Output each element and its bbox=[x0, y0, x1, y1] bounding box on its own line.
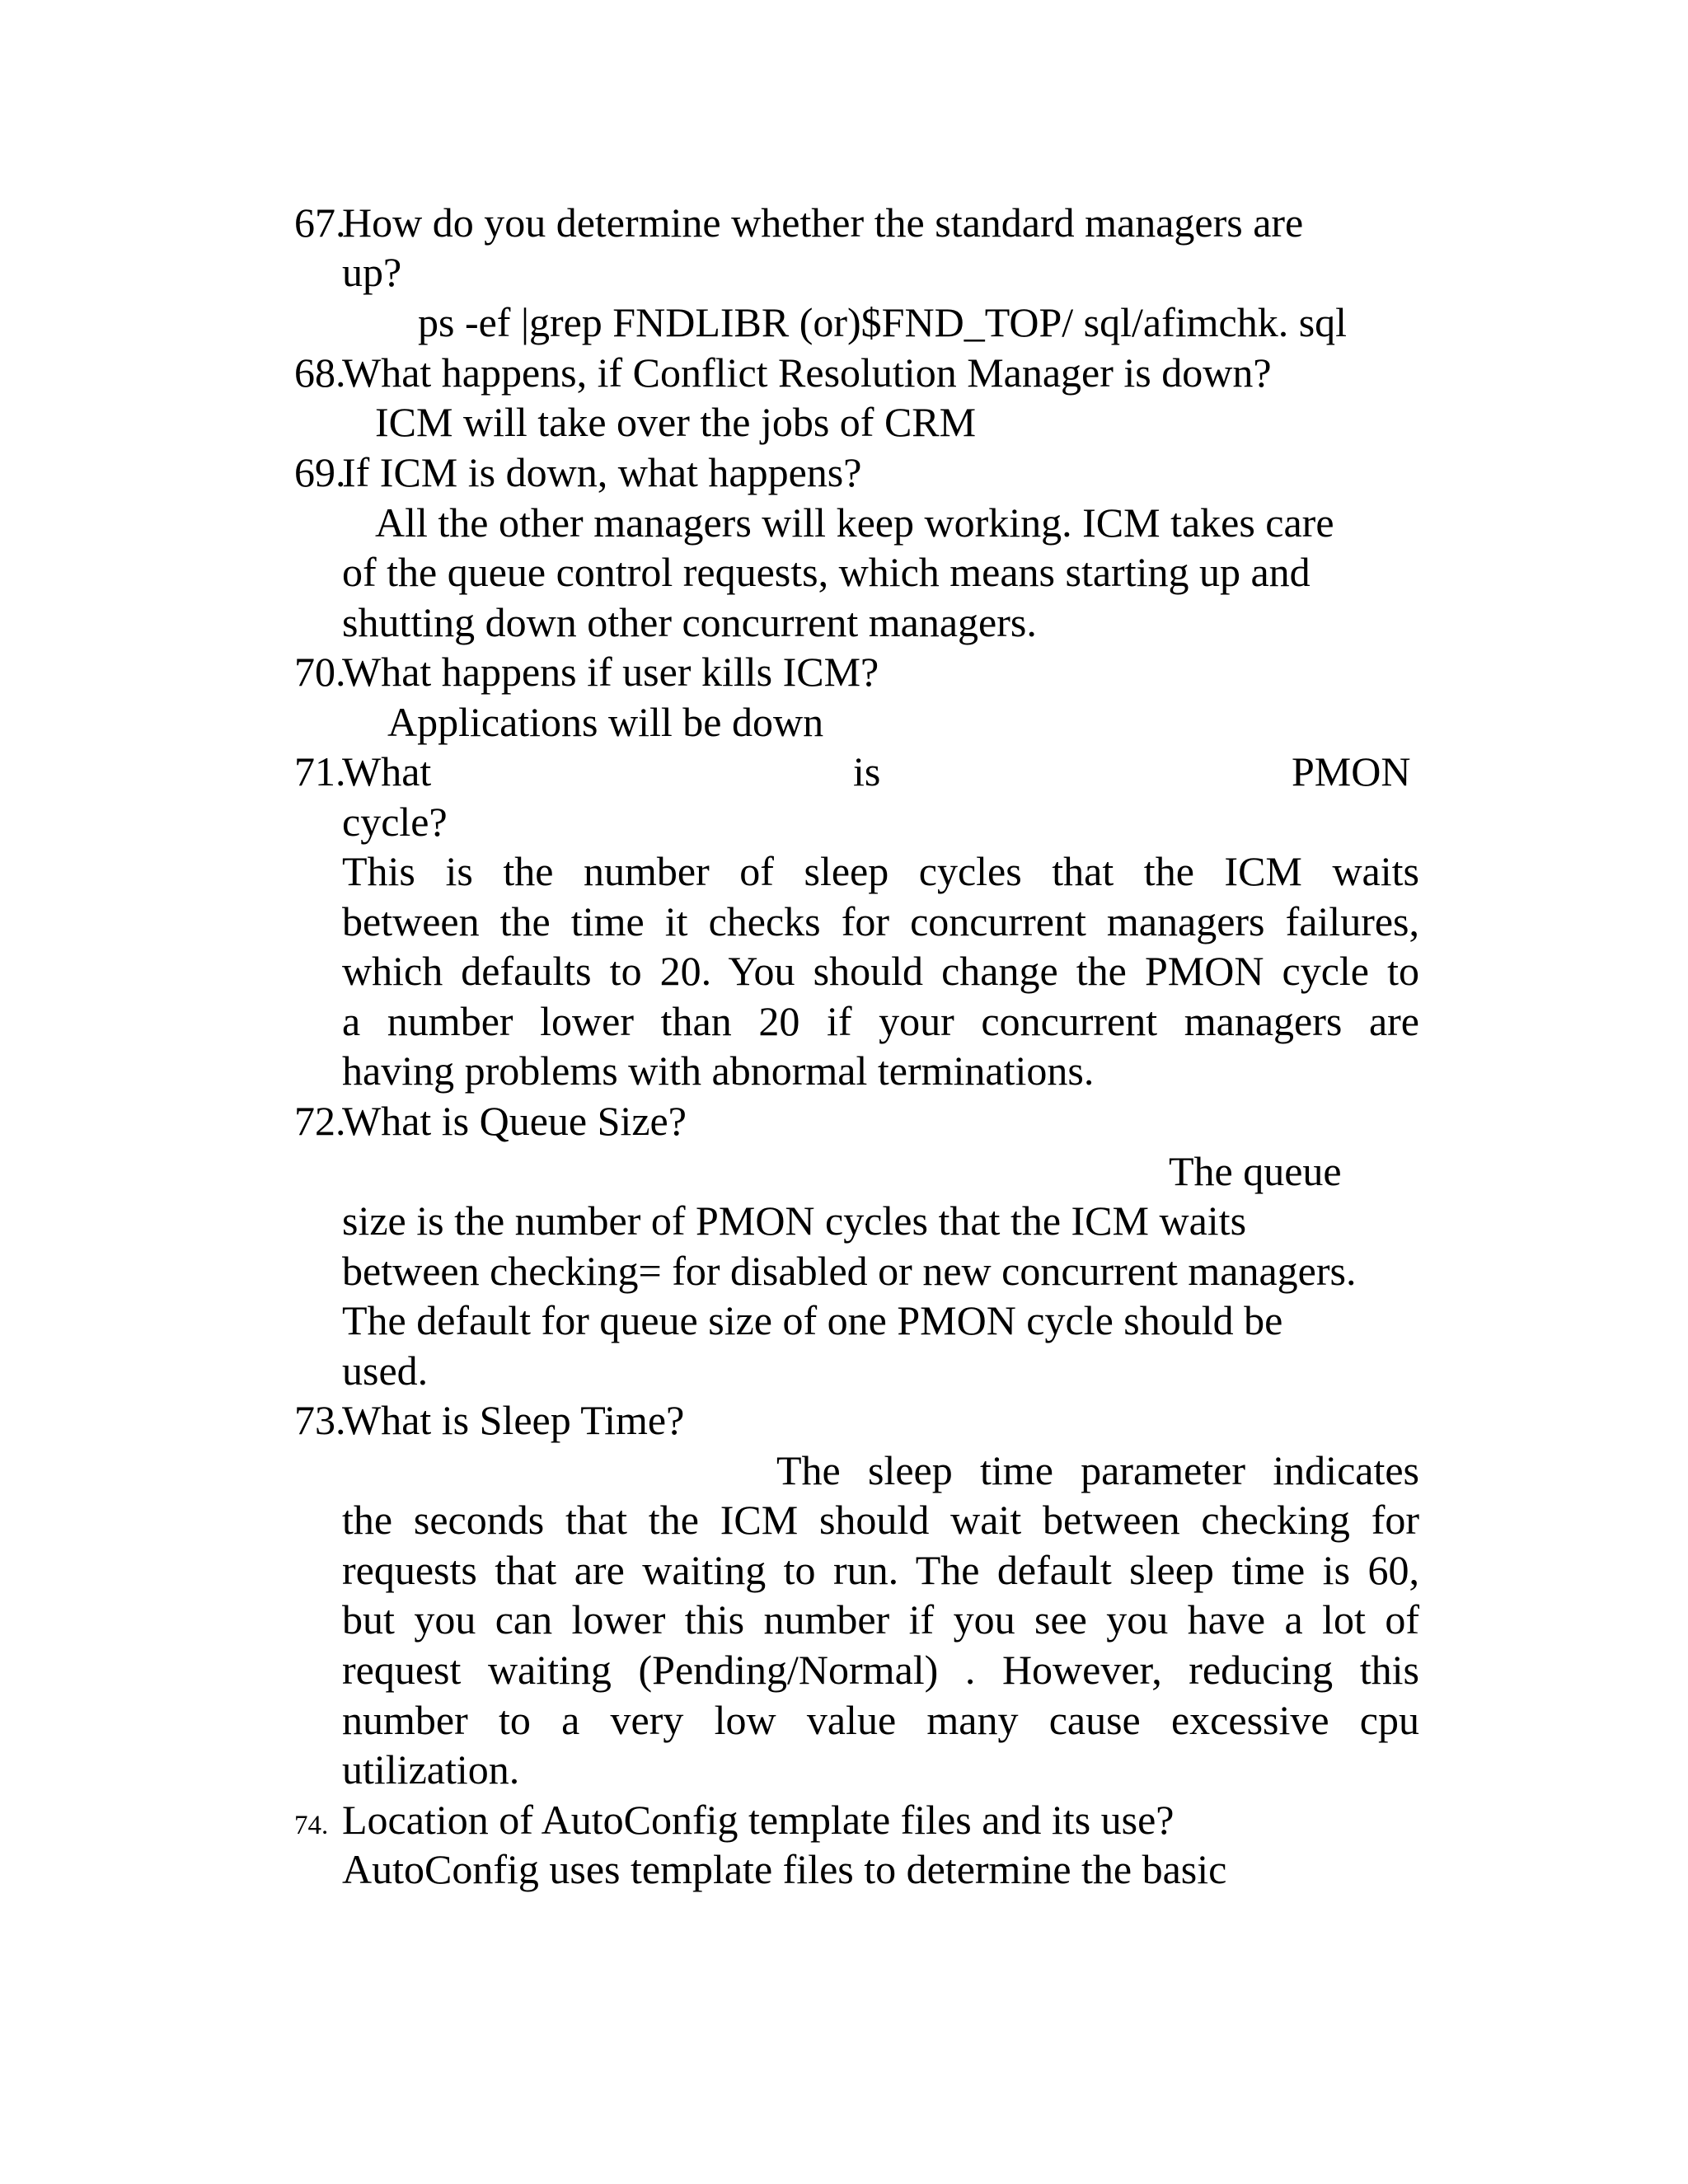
question-number: 72. bbox=[294, 1098, 346, 1144]
answer-73-line: requests that are waiting to run. The default sleep time is 60, bbox=[342, 1547, 1419, 1593]
answer-71-line: This is the number of sleep cycles that the ICM waits bbox=[342, 848, 1419, 894]
question-text: What is Sleep Time? bbox=[342, 1397, 685, 1443]
question-69 bbox=[294, 448, 861, 497]
question-68 bbox=[294, 348, 1272, 397]
answer-72-line: The default for queue size of one PMON cycle should be bbox=[342, 1297, 1283, 1343]
question-text: What happens, if Conflict Resolution Manager is down? bbox=[342, 349, 1272, 396]
answer-71-line: having problems with abnormal terminations. bbox=[342, 1047, 1095, 1094]
question-71-number: 71. bbox=[294, 748, 346, 794]
answer-71-line: a number lower than 20 if your concurrent managers are bbox=[342, 998, 1419, 1044]
answer-72-line: The queue bbox=[1169, 1148, 1342, 1194]
question-number: 69. bbox=[294, 449, 346, 495]
question-70 bbox=[294, 647, 879, 696]
question-text: What is Queue Size? bbox=[342, 1098, 687, 1144]
answer-71-line: which defaults to 20. You should change the PMON cycle to bbox=[342, 948, 1419, 994]
question-67-continued: up? bbox=[342, 249, 402, 295]
question-71-word: What bbox=[342, 748, 432, 794]
question-text: How do you determine whether the standard managers are bbox=[342, 199, 1304, 246]
answer-68-line: ICM will take over the jobs of CRM bbox=[375, 399, 977, 445]
question-text: Location of AutoConfig template files and its use? bbox=[342, 1797, 1175, 1843]
answer-73-line: The sleep time parameter indicates bbox=[776, 1447, 1419, 1493]
question-74 bbox=[294, 1795, 1175, 1844]
question-number: 74. bbox=[294, 1811, 329, 1840]
question-number: 70. bbox=[294, 649, 346, 695]
question-73 bbox=[294, 1395, 684, 1445]
answer-72-line: between checking= for disabled or new concurrent managers. bbox=[342, 1248, 1357, 1294]
question-67 bbox=[294, 198, 1303, 247]
answer-72-line: size is the number of PMON cycles that the ICM waits bbox=[342, 1197, 1247, 1244]
question-text: What happens if user kills ICM? bbox=[342, 649, 879, 695]
question-72 bbox=[294, 1096, 687, 1146]
answer-71-line: between the time it checks for concurrent managers failures, bbox=[342, 898, 1419, 944]
answer-70-line: Applications will be down bbox=[387, 699, 824, 745]
question-71-word: is bbox=[853, 748, 881, 794]
answer-73-line: utilization. bbox=[342, 1746, 520, 1793]
answer-74-line: AutoConfig uses template files to determine the basic bbox=[342, 1846, 1227, 1892]
question-71-continued: cycle? bbox=[342, 799, 448, 845]
question-71-word: PMON bbox=[1292, 748, 1411, 794]
answer-69-line: All the other managers will keep working. ICM takes care bbox=[375, 499, 1334, 546]
answer-73-line: the seconds that the ICM should wait between checking for bbox=[342, 1497, 1419, 1543]
answer-67-line: ps -ef |grep FNDLIBR (or)$FND_TOP/ sql/afimchk. sql bbox=[418, 299, 1348, 345]
answer-72-line: used. bbox=[342, 1347, 429, 1394]
question-number: 73. bbox=[294, 1397, 346, 1443]
question-number: 68. bbox=[294, 349, 346, 396]
question-text: If ICM is down, what happens? bbox=[342, 449, 862, 495]
answer-69-line: of the queue control requests, which means starting up and bbox=[342, 549, 1311, 595]
answer-73-line: request waiting (Pending/Normal) . However, reducing this bbox=[342, 1647, 1419, 1693]
answer-73-line: number to a very low value many cause excessive cpu bbox=[342, 1697, 1419, 1743]
question-number: 67. bbox=[294, 199, 346, 246]
answer-69-line: shutting down other concurrent managers. bbox=[342, 599, 1037, 645]
answer-73-line: but you can lower this number if you see you have a lot of bbox=[342, 1596, 1419, 1643]
